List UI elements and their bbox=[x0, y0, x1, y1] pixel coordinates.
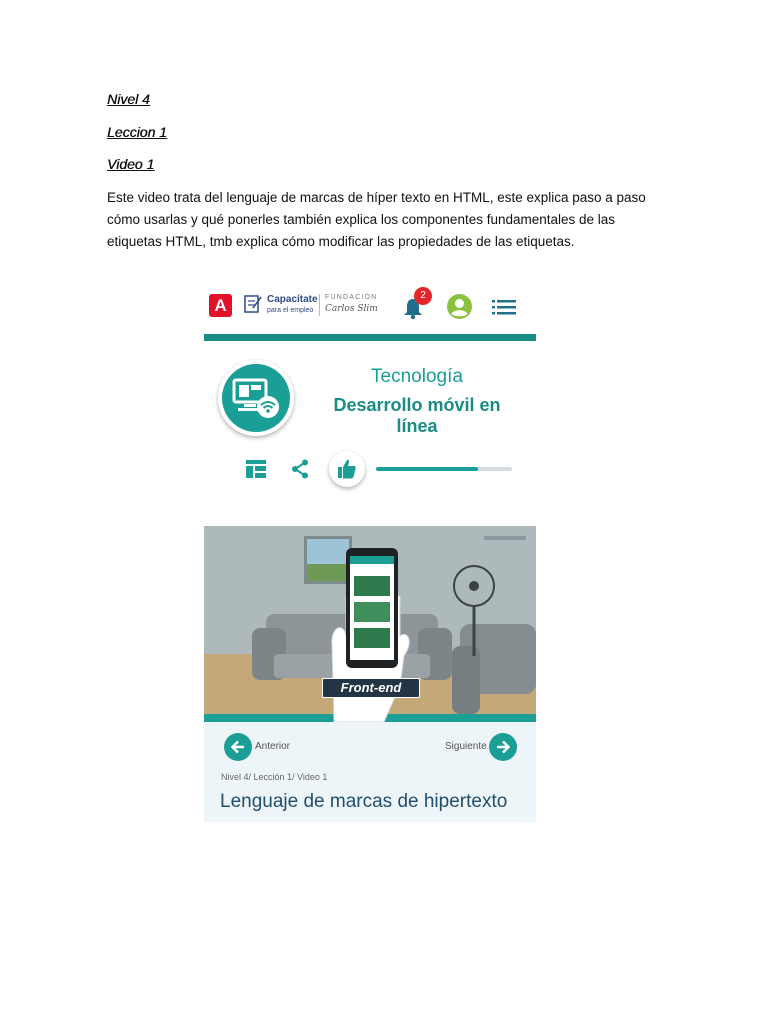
foundation-label: FUNDACIÓN bbox=[325, 294, 378, 301]
app-header bbox=[204, 282, 536, 334]
course-progress-fill bbox=[376, 467, 478, 471]
like-button[interactable] bbox=[329, 451, 365, 487]
previous-button[interactable] bbox=[224, 733, 252, 761]
app-screenshot bbox=[204, 282, 536, 822]
menu-icon[interactable] bbox=[492, 298, 516, 316]
course-badge bbox=[218, 360, 294, 436]
header-accent-bar bbox=[204, 334, 536, 341]
share-icon[interactable] bbox=[291, 459, 309, 479]
notification-badge: 2 bbox=[414, 287, 432, 305]
course-title: Desarrollo móvil en línea bbox=[333, 395, 501, 436]
brand-name: Capacítate bbox=[267, 294, 318, 305]
video-title: Lenguaje de marcas de hipertexto bbox=[220, 791, 508, 812]
course-progress-bar bbox=[376, 467, 512, 471]
brand-divider bbox=[319, 294, 320, 316]
computer-wifi-icon bbox=[232, 378, 280, 418]
lesson-navigation bbox=[204, 722, 536, 822]
arrow-left-icon bbox=[230, 739, 246, 755]
notebook-icon bbox=[244, 294, 262, 314]
user-icon[interactable] bbox=[447, 294, 472, 319]
course-category: Tecnología bbox=[371, 366, 463, 387]
next-button[interactable] bbox=[489, 733, 517, 761]
previous-label[interactable]: Anterior bbox=[255, 741, 291, 752]
next-label[interactable]: Siguiente bbox=[445, 741, 487, 752]
brand-subtitle: para el empleo bbox=[267, 307, 314, 314]
description-paragraph: Este video trata del lenguaje de marcas de híper texto en HTML, este explica paso a paso cómo usarlas y qué ponerles también explica los componentes fundamentales de las etiquetas HTML, tmb explica cómo modificar las propiedades de las etiquetas. bbox=[107, 190, 646, 249]
brand-logo[interactable] bbox=[244, 292, 384, 320]
breadcrumb: Nivel 4/ Lección 1/ Video 1 bbox=[221, 772, 328, 782]
foundation-name: Carlos Slim bbox=[325, 304, 378, 314]
heading-lesson: Leccion 1 bbox=[107, 124, 167, 140]
thumbs-up-icon bbox=[338, 459, 356, 479]
arrow-right-icon bbox=[495, 739, 511, 755]
heading-level: Nivel 4 bbox=[107, 91, 150, 107]
layout-icon[interactable] bbox=[246, 460, 266, 478]
app-logo[interactable]: A bbox=[209, 294, 232, 317]
heading-video: Video 1 bbox=[107, 156, 155, 172]
video-overlay-label: Front-end bbox=[322, 678, 420, 698]
